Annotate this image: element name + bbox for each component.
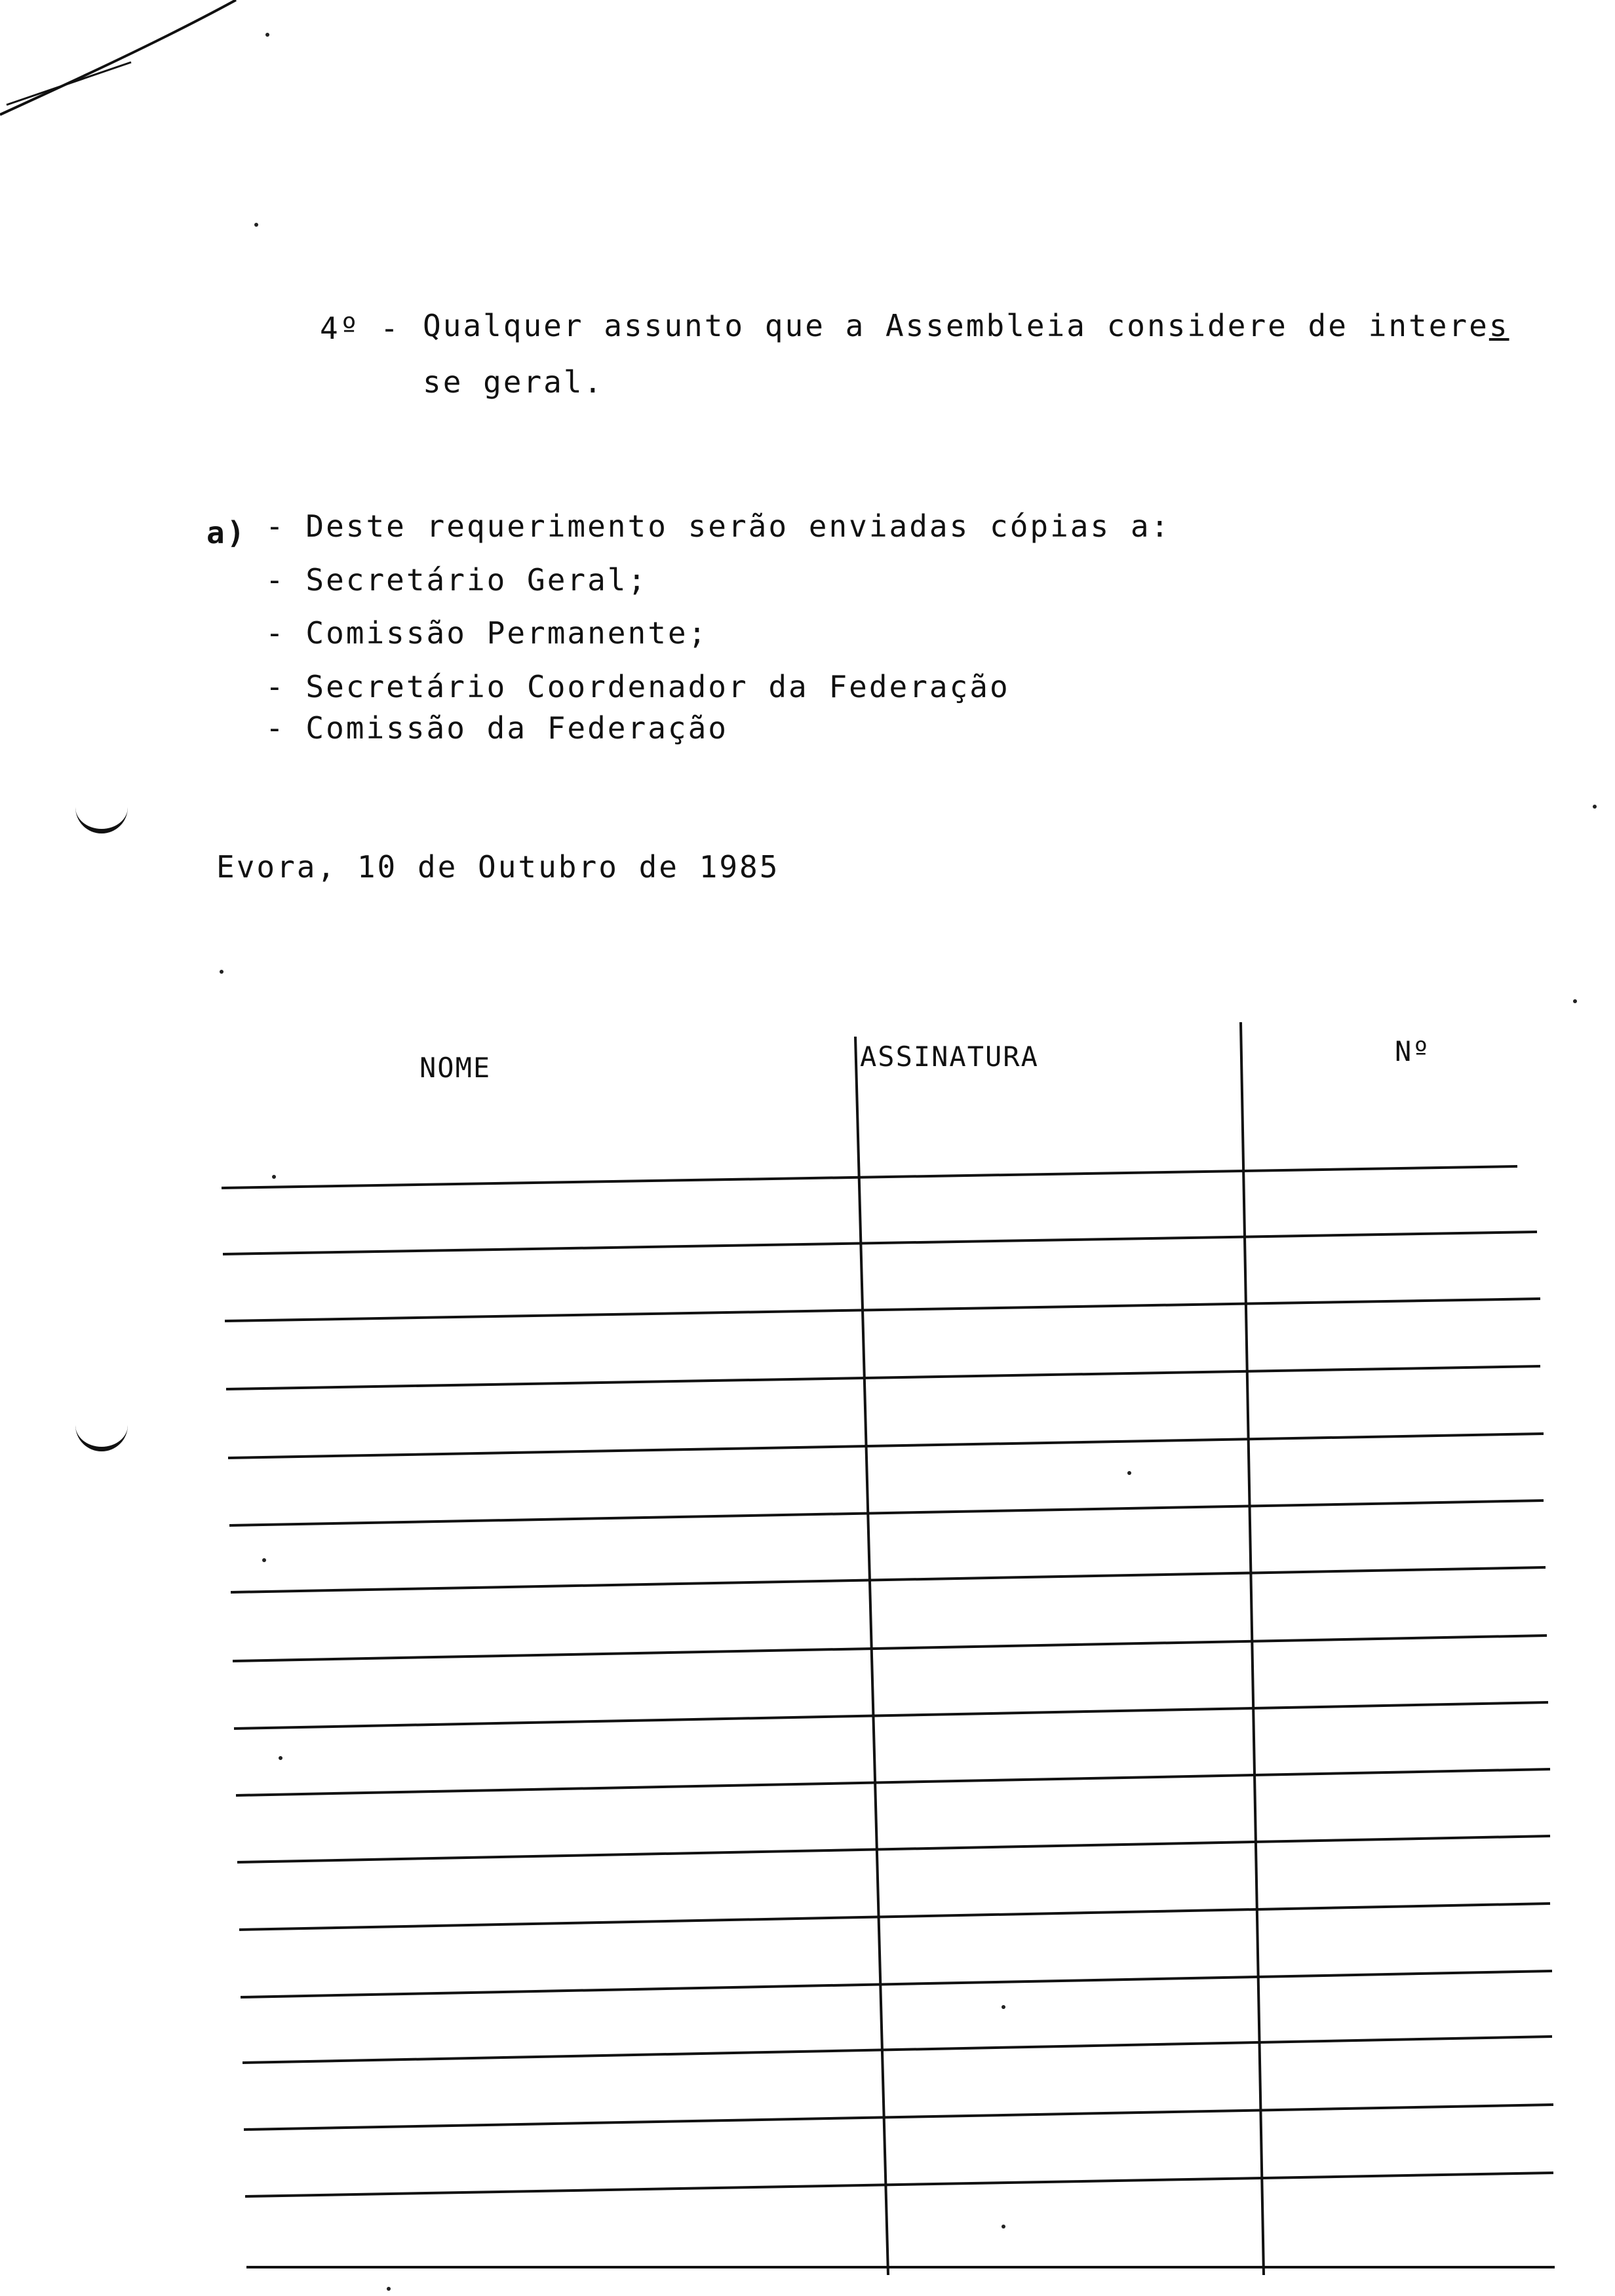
item-4-number: 4º - [320, 311, 400, 346]
recipient-item: - Secretário Coordenador da Federação [265, 669, 1010, 704]
table-row-line [231, 1567, 1546, 1592]
recipient-item: - Comissão da Federação [265, 710, 728, 746]
scan-speck [272, 1175, 276, 1179]
table-row-line [243, 2037, 1552, 2063]
column-header-nome: NOME [419, 1052, 492, 1084]
scan-speck [254, 223, 258, 227]
scan-speck [279, 1756, 282, 1760]
table-row-line [233, 1636, 1547, 1661]
table-row-line [229, 1501, 1544, 1525]
scan-speck [265, 33, 269, 37]
table-row-line [237, 1836, 1550, 1862]
recipient-item: - Secretário Geral; [265, 562, 648, 598]
table-row-line [225, 1299, 1540, 1321]
scan-speck [1127, 1471, 1131, 1475]
table-row-line [241, 1971, 1552, 1997]
scan-speck [1573, 999, 1577, 1003]
column-divider [1241, 1022, 1264, 2275]
column-divider [855, 1037, 888, 2275]
table-row-line [222, 1166, 1517, 1188]
scan-speck [262, 1558, 266, 1562]
table-row-line [234, 1702, 1548, 1729]
table-row-line [236, 1769, 1550, 1795]
scan-speck [1002, 2005, 1005, 2009]
section-a-label: a) [206, 515, 247, 550]
scan-speck [220, 970, 224, 974]
scan-speck [387, 2287, 391, 2291]
column-header-assinatura: ASSINATURA [860, 1041, 1039, 1073]
table-row-line [223, 1232, 1537, 1254]
scan-speck [1002, 2225, 1005, 2229]
table-row-line [244, 2105, 1553, 2130]
table-row-line [245, 2173, 1553, 2196]
scan-speck [1593, 805, 1597, 809]
column-header-numero: Nº [1395, 1035, 1431, 1067]
section-a-intro: - Deste requerimento serão enviadas cópias a: [265, 508, 1171, 544]
item-4-text-line2: se geral. [423, 364, 604, 400]
date-line: Evora, 10 de Outubro de 1985 [216, 849, 780, 885]
recipient-item: - Comissão Permanente; [265, 615, 709, 651]
table-row-line [239, 1904, 1550, 1930]
table-row-line [226, 1366, 1540, 1389]
item-4-text-line1: Qualquer assunto que a Assembleia considere de interes [423, 308, 1509, 343]
table-row-line [228, 1434, 1544, 1458]
